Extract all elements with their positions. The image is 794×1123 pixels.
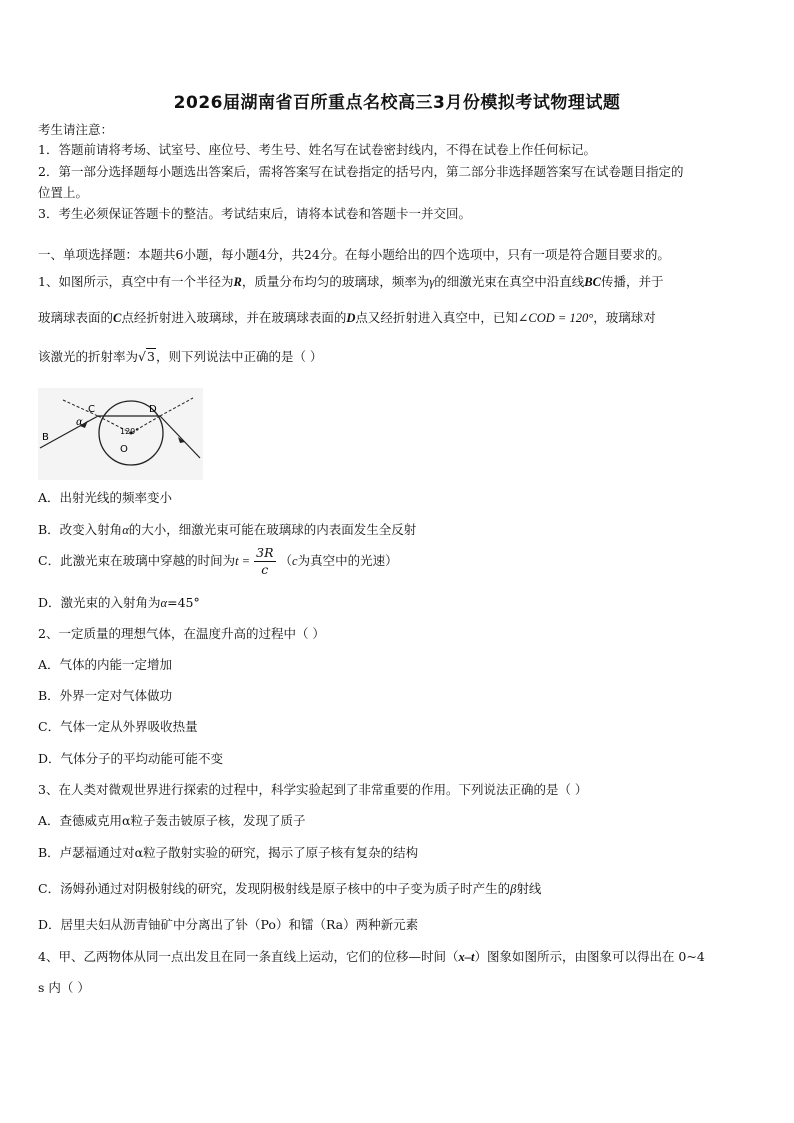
q2-option-d: D．气体分子的平均动能可能不变 xyxy=(38,751,224,766)
notice-item-1: 1．答题前请将考场、试室号、座位号、考生号、姓名写在试卷密封线内，不得在试卷上作任何标记。 xyxy=(38,142,596,157)
label-c: C xyxy=(88,404,95,415)
q1-option-a: A．出射光线的频率变小 xyxy=(38,490,173,505)
notice-item-3: 3．考生必须保证答题卡的整洁。考试结束后，请将本试卷和答题卡一并交回。 xyxy=(38,206,471,221)
label-b: B xyxy=(42,432,49,443)
label-alpha: α xyxy=(76,417,83,428)
notice-item-2: 2．第一部分选择题每小题选出答案后，需将答案写在试卷指定的括号内，第二部分非选择题答案写在试卷题目指定的 xyxy=(38,164,684,179)
q2-option-c: C．气体一定从外界吸收热量 xyxy=(38,719,198,734)
sqrt-three: √3 xyxy=(138,349,155,364)
q1-stem-line-1: 1、如图所示，真空中有一个半径为R，质量分布均匀的玻璃球，频率为γ的细激光束在真空中沿直线BC传播，并于 xyxy=(38,274,664,289)
q4-stem-line-1: 4、甲、乙两物体从同一点出发且在同一条直线上运动，它们的位移—时间（x–t）图象如图所示，由图象可以得出在 0~4 xyxy=(38,949,705,964)
q3-stem: 3、在人类对微观世界进行探索的过程中，科学实验起到了非常重要的作用。下列说法正确的是（ ） xyxy=(38,782,588,797)
angle-cod: ∠COD = 120° xyxy=(517,311,594,325)
section-heading: 一、单项选择题：本题共6小题，每小题4分，共24分。在每小题给出的四个选项中，只有一项是符合题目要求的。 xyxy=(38,247,670,262)
q1-option-c: C．此激光束在玻璃中穿越的时间为t = $\frac{3R}{c}$ （c为真空中的光速） xyxy=(38,545,398,577)
q3-option-d: D．居里夫妇从沥青铀矿中分离出了钋（Po）和镭（Ra）两种新元素 xyxy=(38,917,419,932)
q2-option-a: A．气体的内能一定增加 xyxy=(38,657,173,672)
notice-item-2-cont: 位置上。 xyxy=(38,185,89,200)
q2-option-b: B．外界一定对气体做功 xyxy=(38,688,173,703)
q3-option-a: A．查德威克用α粒子轰击铍原子核，发现了质子 xyxy=(38,813,306,828)
q1-stem-line-3: 该激光的折射率为√3，则下列说法中正确的是（ ） xyxy=(38,349,323,364)
q1-stem-line-2: 玻璃球表面的C点经折射进入玻璃球，并在玻璃球表面的D点又经折射进入真空中，已知∠COD = 120°，玻璃球对 xyxy=(38,310,656,325)
q2-stem: 2、一定质量的理想气体，在温度升高的过程中（ ） xyxy=(38,626,325,641)
q1-option-d: D．激光束的入射角为α=45° xyxy=(38,595,200,610)
label-d: D xyxy=(149,404,157,415)
notice-heading: 考生请注意： xyxy=(38,122,114,137)
label-o: O xyxy=(120,444,128,455)
fraction-3r-over-c: $\frac{3R}{c}$ xyxy=(256,545,274,577)
q3-option-b: B．卢瑟福通过对α粒子散射实验的研究，揭示了原子核有复杂的结构 xyxy=(38,845,419,860)
q4-stem-line-2: s 内（ ） xyxy=(38,980,90,995)
q1-figure xyxy=(38,388,203,480)
label-120: 120° xyxy=(120,427,140,436)
page-title: 2026届湖南省百所重点名校高三3月份模拟考试物理试题 xyxy=(173,93,621,113)
q1-option-b: B．改变入射角α的大小，细激光束可能在玻璃球的内表面发生全反射 xyxy=(38,522,417,537)
q3-option-c: C．汤姆孙通过对阴极射线的研究，发现阴极射线是原子核中的中子变为质子时产生的β射线 xyxy=(38,881,542,896)
